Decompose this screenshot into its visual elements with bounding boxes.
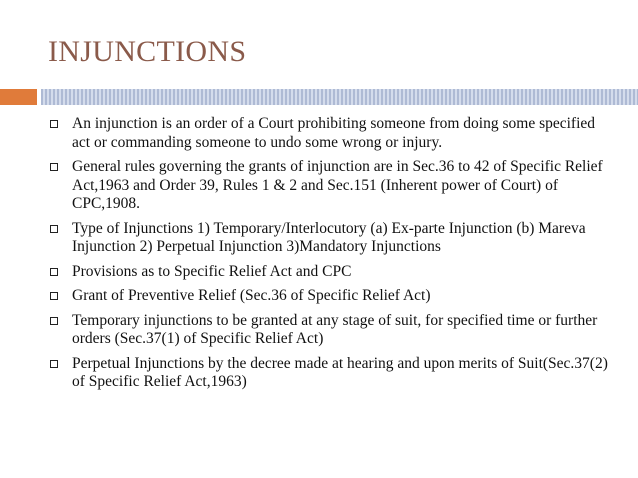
- bullet-text: Perpetual Injunctions by the decree made at hearing and upon merits of Suit(Sec.37(2) of Specific Relief Act,1963): [72, 354, 608, 390]
- striped-divider-bar: [41, 89, 638, 105]
- hollow-square-icon: [50, 360, 58, 368]
- accent-bar: [0, 89, 37, 105]
- bullet-text: Provisions as to Specific Relief Act and CPC: [72, 262, 352, 280]
- hollow-square-icon: [50, 120, 58, 128]
- bullet-text: Type of Injunctions 1) Temporary/Interlocutory (a) Ex-parte Injunction (b) Mareva Injunction 2) Perpetual Injunction 3)Mandatory Injunctions: [72, 219, 586, 255]
- slide-title: INJUNCTIONS: [48, 35, 247, 68]
- hollow-square-icon: [50, 317, 58, 325]
- bullet-item: [48, 287, 614, 306]
- bullet-list: [48, 115, 614, 398]
- bullet-text: Grant of Preventive Relief (Sec.36 of Specific Relief Act): [72, 287, 431, 304]
- bullet-text: An injunction is an order of a Court prohibiting someone from doing some specified act or commanding someone to undo some wrong or injury.: [72, 115, 596, 151]
- bullet-text: General rules governing the grants of injunction are in Sec.36 to 42 of Specific Relief Act,1963 and Order 39, Rules 1 & 2 and Sec.151 (Inherent power of Court) of CPC,1908.: [72, 158, 603, 212]
- bullet-text: Temporary injunctions to be granted at any stage of suit, for specified time or further orders (Sec.37(1) of Specific Relief Act): [72, 311, 598, 347]
- hollow-square-icon: [50, 292, 58, 300]
- bullet-item: [48, 158, 614, 214]
- bullet-item: [48, 355, 614, 392]
- hollow-square-icon: [50, 225, 58, 233]
- hollow-square-icon: [50, 163, 58, 171]
- bullet-item: [48, 115, 614, 152]
- bullet-item: [48, 312, 614, 349]
- bullet-item: [48, 220, 614, 257]
- hollow-square-icon: [50, 268, 58, 276]
- bullet-item: [48, 263, 614, 282]
